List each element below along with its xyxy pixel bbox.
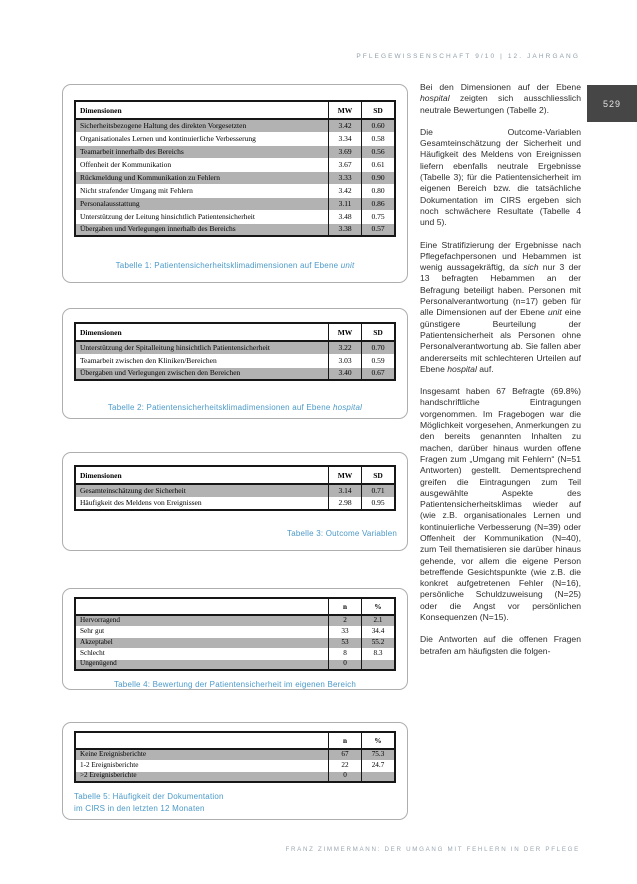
row-value: 75.3	[362, 749, 396, 760]
column-header: SD	[362, 323, 396, 341]
table-3-header-row	[75, 466, 395, 484]
table-4-caption	[114, 679, 356, 690]
row-value: 24.7	[362, 760, 396, 771]
row-value: 2.1	[362, 615, 396, 626]
table-1-panel	[62, 84, 408, 283]
row-label: Sicherheitsbezogene Haltung des direkten Vorgesetzten	[80, 120, 247, 130]
row-value	[362, 771, 396, 782]
row-label: Hervorragend	[80, 615, 120, 624]
row-value: 3.69	[329, 145, 362, 158]
row-value: 0.75	[362, 210, 396, 223]
table-row	[75, 626, 395, 637]
row-label: Personalausstattung	[80, 198, 140, 208]
table-row	[75, 484, 395, 497]
table-3-caption	[287, 528, 397, 539]
table-1-caption	[116, 260, 355, 271]
row-label: Offenheit der Kommunikation	[80, 159, 172, 169]
table-row	[75, 223, 395, 236]
row-value: 3.42	[329, 184, 362, 197]
text-run: hospital	[332, 403, 363, 412]
row-value: 8.3	[362, 648, 396, 659]
column-header: Dimensionen	[75, 323, 329, 341]
text-run: Tabelle 4: Bewertung der Patientensicherheit im eigenen Bereich	[113, 680, 357, 689]
text-run: Tabelle 3: Outcome Variablen	[287, 529, 397, 538]
row-value: 3.38	[329, 223, 362, 236]
page-number: 529	[602, 98, 622, 109]
page-number-badge	[587, 85, 637, 122]
row-value: 3.42	[329, 119, 362, 132]
table-row	[75, 637, 395, 648]
table-2-panel	[62, 308, 408, 419]
page-footer: FRANZ ZIMMERMANN: DER UMGANG MIT FEHLERN IN DER PFLEGE	[285, 846, 580, 853]
text-run: Eine Stratifizierung der Ergebnisse nach Pflegefachpersonen und Hebammen ist wenig aussagekräftig, da	[420, 239, 581, 273]
table-row	[75, 171, 395, 184]
row-value: 67	[329, 749, 362, 760]
table-1	[74, 100, 396, 237]
table-3-panel	[62, 452, 408, 551]
table-row	[75, 210, 395, 223]
text-run: hospital	[447, 363, 477, 374]
table-row	[75, 132, 395, 145]
column-header: %	[362, 598, 396, 615]
row-value: 2.98	[329, 497, 362, 510]
row-label: Unterstützung der Spitalleitung hinsichtlich Patientensicherheit	[80, 342, 270, 352]
text-run: im CIRS in den letzten 12 Monaten	[74, 804, 205, 813]
row-label: Keine Ereignisberichte	[80, 749, 147, 758]
row-value: 0	[329, 771, 362, 782]
row-value: 3.34	[329, 132, 362, 145]
text-run: Bei den Dimensionen auf der Ebene	[420, 82, 581, 92]
row-value: 22	[329, 760, 362, 771]
table-4-panel	[62, 588, 408, 690]
row-label: 1-2 Ereignisberichte	[80, 760, 139, 769]
row-label: Gesamteinschätzung der Sicherheit	[80, 485, 186, 495]
row-label: Übergaben und Verlegungen zwischen den Bereichen	[80, 368, 241, 378]
text-run: Insgesamt haben 67 Befragte (69.8%) handschriftliche Eintragungen vorgenommen. Im Fragebogen war die Möglichkeit vorgesehen, Anmerkungen zu den bereits genannten Inhalten zu machen, darüber hinaus wurden offene Fragen zum „Umgang mit Fehlern“ (N=51 Antworten) gestellt. Dementsprechend greifen die Eintragungen zum Teil ausgewählte Aspekte des Patientensicherheitsklimas wieder auf (wie z.B. organisationales Lernen und kontinuierliche Verbesserung (N=39) oder Offenheit der Kommunikation (N=40), zum Teil thematisieren sie darüber hinaus gehende, vor allem die eigene Person betreffende Gesichtspunkte (wie z.B. die konkret aufgetretenen Fehler (N=16), persönliche Schuldzuweisung (N=25) oder die Angst vor persönlichen Konsequenzen (N=15).	[420, 386, 581, 623]
table-row	[75, 145, 395, 158]
column-header	[75, 732, 329, 749]
row-value: 2	[329, 615, 362, 626]
text-run: Die Antworten auf die offenen Fragen betrafen am häufigsten die folgen-	[420, 634, 581, 656]
row-value: 0.56	[362, 145, 396, 158]
row-value: 0.90	[362, 171, 396, 184]
table-1-header-row	[75, 101, 395, 119]
table-row	[75, 158, 395, 171]
text-run: eine günstigere Beurteilung der Patientensicherheit als Personen ohne Personalverantwortung ab. Sie fallen aber andererseits mit schlechteren Urteilen auf Ebene	[420, 307, 581, 374]
table-row	[75, 760, 395, 771]
text-run: sich	[523, 262, 539, 273]
table-5-panel	[62, 722, 408, 820]
text-run: unit	[340, 261, 355, 270]
article-text-column	[420, 82, 581, 848]
row-value: 3.22	[329, 341, 362, 354]
article-paragraph	[420, 386, 581, 623]
text-run: Tabelle 1: Patientensicherheitsklimadimensionen auf Ebene	[115, 261, 341, 270]
table-row	[75, 659, 395, 670]
table-2-caption	[108, 402, 362, 413]
row-label: >2 Ereignisberichte	[80, 771, 137, 780]
row-value: 34.4	[362, 626, 396, 637]
table-row	[75, 197, 395, 210]
article-paragraph	[420, 82, 581, 116]
column-header: MW	[329, 101, 362, 119]
row-label: Nicht strafender Umgang mit Fehlern	[80, 185, 193, 195]
table-row	[75, 184, 395, 197]
table-row	[75, 341, 395, 354]
table-2-header-row	[75, 323, 395, 341]
text-run: auf.	[476, 363, 494, 374]
row-label: Teamarbeit innerhalb des Bereichs	[80, 146, 184, 156]
row-value: 3.14	[329, 484, 362, 497]
table-row	[75, 497, 395, 510]
row-value: 0.67	[362, 367, 396, 380]
column-header: n	[329, 598, 362, 615]
row-value: 3.33	[329, 171, 362, 184]
text-run: Tabelle 2: Patientensicherheitsklimadimensionen auf Ebene	[107, 403, 333, 412]
journal-header: PFLEGEWISSENSCHAFT 9/10 | 12. JAHRGANG	[356, 53, 580, 60]
table-row	[75, 354, 395, 367]
table-row	[75, 119, 395, 132]
text-run: unit	[547, 307, 562, 318]
row-value: 55.2	[362, 637, 396, 648]
row-value: 0.70	[362, 341, 396, 354]
row-value: 0	[329, 659, 362, 670]
row-label: Schlecht	[80, 648, 105, 657]
text-run: hospital	[420, 93, 450, 104]
column-header: n	[329, 732, 362, 749]
table-5-header-row	[75, 732, 395, 749]
table-3	[74, 465, 396, 511]
column-header: %	[362, 732, 396, 749]
row-value: 0.57	[362, 223, 396, 236]
row-label: Organisationales Lernen und kontinuierliche Verbesserung	[80, 133, 256, 143]
column-header: SD	[362, 466, 396, 484]
row-label: Teamarbeit zwischen den Kliniken/Bereichen	[80, 355, 217, 365]
column-header: MW	[329, 466, 362, 484]
row-label: Unterstützung der Leitung hinsichtlich Patientensicherheit	[80, 211, 255, 221]
row-value: 0.71	[362, 484, 396, 497]
row-value: 3.11	[329, 197, 362, 210]
table-4	[74, 597, 396, 671]
table-row	[75, 367, 395, 380]
column-header: Dimensionen	[75, 101, 329, 119]
article-paragraph	[420, 127, 581, 229]
row-value: 0.60	[362, 119, 396, 132]
text-run: Die Outcome-Variablen Gesamteinschätzung der Sicherheit und Häufigkeit des Meldens von Ereignissen liefern ebenfalls neutrale Ergebnisse (Tabelle 3); für die Patientensicherheit im eigenen Bereich bzw. die tatsächliche Dokumentation im CIRS ergeben sich noch schwächere Resultate (Tabelle 4 und 5).	[420, 126, 581, 228]
table-row	[75, 749, 395, 760]
row-value: 0.59	[362, 354, 396, 367]
column-header: SD	[362, 101, 396, 119]
row-value	[362, 659, 396, 670]
row-label: Ungenügend	[80, 659, 117, 668]
article-paragraph	[420, 634, 581, 657]
table-4-header-row	[75, 598, 395, 615]
text-run: nur 3 der 13 befragten Hebammen an der Befragung beteiligt haben. Personen mit Personalverantwortung (n=17) geben für alle Dimensionen auf der Ebene	[420, 262, 581, 318]
table-2	[74, 322, 396, 381]
text-run: Tabelle 5: Häufigkeit der Dokumentation	[74, 792, 224, 801]
row-value: 0.95	[362, 497, 396, 510]
row-value: 33	[329, 626, 362, 637]
article-paragraph	[420, 240, 581, 376]
row-value: 3.67	[329, 158, 362, 171]
table-5-caption	[74, 791, 224, 815]
row-label: Sehr gut	[80, 626, 105, 635]
text-run: zeigten sich ausschliesslich neutrale Bewertungen (Tabelle 2).	[420, 93, 581, 115]
column-header: MW	[329, 323, 362, 341]
column-header: Dimensionen	[75, 466, 329, 484]
table-row	[75, 771, 395, 782]
row-value: 0.58	[362, 132, 396, 145]
table-row	[75, 648, 395, 659]
row-label: Rückmeldung und Kommunikation zu Fehlern	[80, 172, 220, 182]
row-value: 3.03	[329, 354, 362, 367]
row-value: 3.48	[329, 210, 362, 223]
row-value: 0.80	[362, 184, 396, 197]
row-label: Häufigkeit des Meldens von Ereignissen	[80, 498, 202, 508]
table-row	[75, 615, 395, 626]
row-value: 53	[329, 637, 362, 648]
table-5	[74, 731, 396, 783]
row-label: Übergaben und Verlegungen innerhalb des Bereichs	[80, 224, 236, 234]
row-value: 3.40	[329, 367, 362, 380]
row-label: Akzeptabel	[80, 637, 113, 646]
row-value: 0.61	[362, 158, 396, 171]
row-value: 0.86	[362, 197, 396, 210]
row-value: 8	[329, 648, 362, 659]
column-header	[75, 598, 329, 615]
